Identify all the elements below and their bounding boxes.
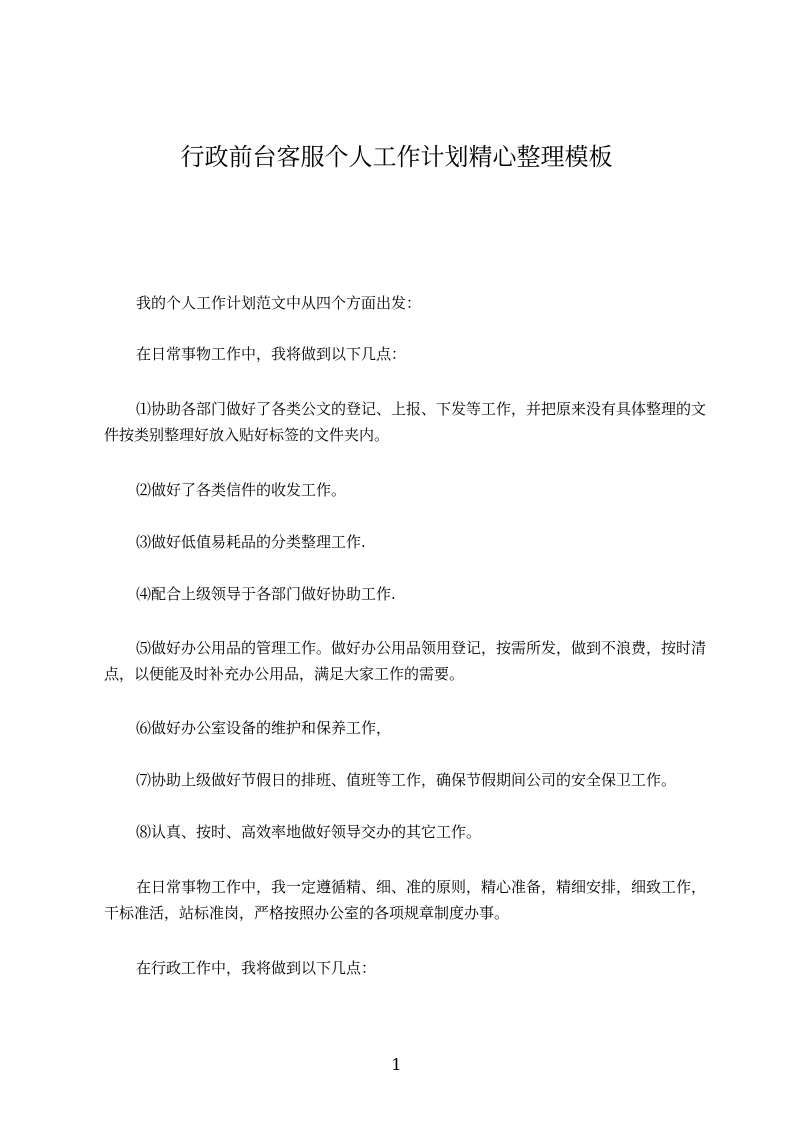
- paragraph-item-8: ⑻认真、按时、高效率地做好领导交办的其它工作。: [136, 823, 482, 841]
- paragraph-item-5: ⑸做好办公用品的管理工作。做好办公用品领用登记，按需所发，做到不浪费，按时清点，以便能及时补充办公用品，满足大家工作的需要。: [104, 639, 707, 683]
- paragraph-item-4: ⑷配合上级领导于各部门做好协助工作.: [136, 585, 396, 603]
- paragraph-item-2: ⑵做好了各类信件的收发工作。: [136, 481, 347, 499]
- paragraph-item-6: ⑹做好办公室设备的维护和保养工作，: [136, 719, 392, 737]
- paragraph-daily-work: 在日常事物工作中，我将做到以下几点：: [136, 345, 407, 363]
- page-number: 1: [391, 1055, 402, 1074]
- paragraph-item-3: ⑶做好低值易耗品的分类整理工作.: [136, 533, 366, 551]
- paragraph-principles: 在日常事物工作中，我一定遵循精、细、准的原则，精心准备，精细安排，细致工作，干标准活，站标准岗，严格按照办公室的各项规章制度办事。: [104, 878, 707, 922]
- paragraph-item-1: ⑴协助各部门做好了各类公文的登记、上报、下发等工作，并把原来没有具体整理的文件按类别整理好放入贴好标签的文件夹内。: [104, 400, 707, 444]
- paragraph-intro: 我的个人工作计划范文中从四个方面出发：: [136, 294, 422, 312]
- paragraph-admin-work: 在行政工作中，我将做到以下几点：: [136, 959, 377, 977]
- page-title: 行政前台客服个人工作计划精心整理模板: [180, 143, 613, 171]
- paragraph-item-7: ⑺协助上级做好节假日的排班、值班等工作，确保节假期间公司的安全保卫工作。: [136, 771, 677, 789]
